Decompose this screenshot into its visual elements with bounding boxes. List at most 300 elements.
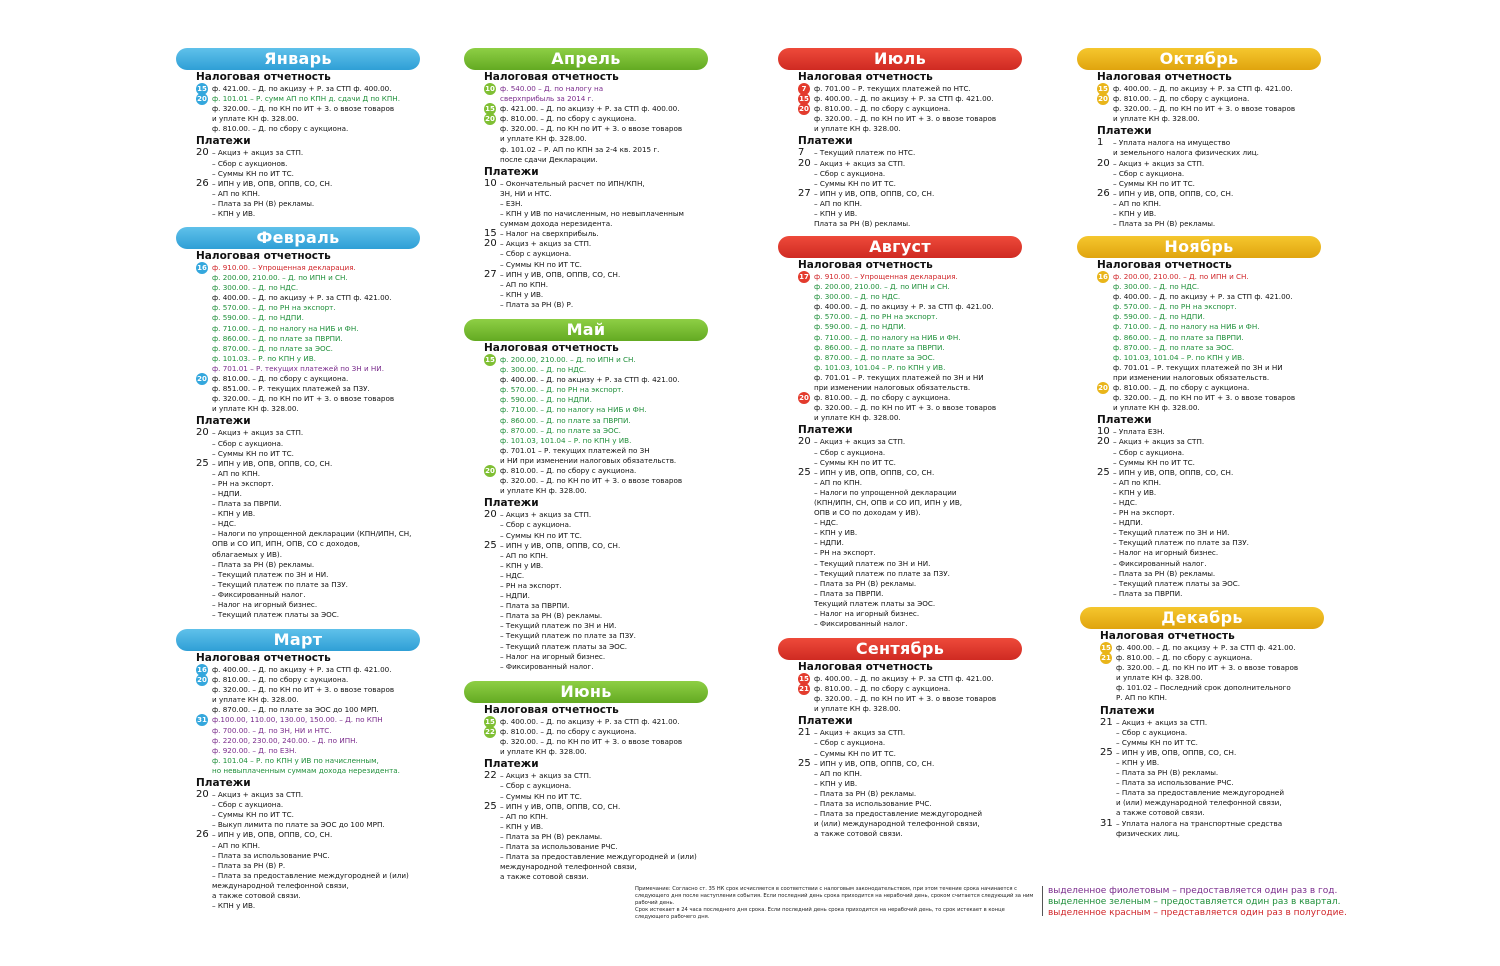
payment-text: – Фиксированный налог. xyxy=(814,619,908,629)
month-banner-february: Февраль xyxy=(176,227,420,249)
payment-row xyxy=(1077,528,1321,538)
report-text: ф. 320.00. – Д. по КН по ИТ + З. о ввозе товаров xyxy=(814,403,997,413)
report-text: ф. 320.00. – Д. по КН по ИТ + З. о ввозе товаров xyxy=(500,476,683,486)
report-row xyxy=(778,353,1022,363)
report-text: и уплате КН ф. 328.00. xyxy=(814,413,901,423)
payment-text: – Суммы КН по ИТ ТС. xyxy=(212,168,294,178)
report-text: ф. 870.00. – Д. по плате за ЭОС. xyxy=(500,425,621,435)
report-text: ф. 421.00. – Д. по акцизу + Р. за СТП ф. 400.00. xyxy=(212,84,392,93)
payment-text: – КПН у ИВ по начисленным, но невыплаченным xyxy=(500,209,684,219)
payment-row xyxy=(778,569,1022,579)
report-text: ф. 400.00. – Д. по акцизу + Р. за СТП ф. 421.00. xyxy=(1116,643,1296,652)
report-text: ф. 810.00. – Д. по сбору с аукциона. xyxy=(1113,94,1250,104)
payment-text: – АП по КПН. xyxy=(814,198,863,208)
report-text: ф. 200.00, 210.00. – Д. по ИПН и СН. xyxy=(1113,272,1249,281)
payment-row xyxy=(1077,589,1321,599)
payment-day: 27 xyxy=(798,187,811,199)
payment-text: – ИПН у ИВ, ОПВ, ОППВ, СО, СН. xyxy=(212,830,333,840)
payment-text: – ИПН у ИВ, ОПВ, ОППВ, СО, СН. xyxy=(1116,747,1237,757)
report-row xyxy=(176,695,420,705)
report-text: ф. 590.00. – Д. по НДПИ. xyxy=(500,395,592,405)
payments-heading: Платежи xyxy=(798,715,853,728)
payment-text: – Плата за РН (В) рекламы. xyxy=(212,559,315,569)
report-text: и уплате КН ф. 328.00. xyxy=(500,486,587,496)
payment-row xyxy=(1080,768,1324,778)
payment-row xyxy=(464,662,708,672)
report-row xyxy=(176,685,420,695)
payment-text: – Сбор с аукциона. xyxy=(814,738,886,748)
report-text: ф. 701.01 – Р. текущих платежей по ЗН xyxy=(500,445,650,455)
reports-heading: Налоговая отчетность xyxy=(798,661,933,673)
payment-text: а также сотовой связи. xyxy=(500,872,589,882)
reports-heading: Налоговая отчетность xyxy=(1100,630,1235,642)
payment-text: – ИПН у ИВ, ОПВ, ОППВ, СО, СН. xyxy=(212,458,333,468)
payment-text: – КПН у ИВ. xyxy=(500,289,544,299)
report-row xyxy=(778,674,1022,684)
payment-text: – АП по КПН. xyxy=(500,550,549,560)
payment-row xyxy=(464,270,708,280)
day-badge: 20 xyxy=(197,676,207,685)
payment-row xyxy=(1080,748,1324,758)
report-row xyxy=(464,114,708,124)
payment-text: – НДПИ. xyxy=(814,538,844,548)
payment-row xyxy=(176,790,420,800)
reports-heading: Налоговая отчетность xyxy=(484,342,619,354)
payment-text: – Акциз + акциз за СТП. xyxy=(500,239,592,249)
payment-text: – Текущий платеж по плате за ПЗУ. xyxy=(500,631,636,641)
payment-row xyxy=(778,179,1022,189)
report-row xyxy=(176,283,420,293)
report-row xyxy=(1077,114,1321,124)
reports-heading: Налоговая отчетность xyxy=(484,71,619,83)
report-text: и уплате КН ф. 328.00. xyxy=(500,747,587,757)
report-row xyxy=(778,704,1022,714)
payment-day: 20 xyxy=(196,427,209,439)
payment-text: – Текущий платеж по ЗН и НИ. xyxy=(1113,528,1230,538)
payment-text: – Плата за использование РЧС. xyxy=(1116,778,1234,788)
report-text: ф. 101.02 – Последний срок дополнительного xyxy=(1116,683,1291,693)
payment-row xyxy=(1077,478,1321,488)
report-row xyxy=(778,694,1022,704)
payments-heading: Платежи xyxy=(798,424,853,437)
payment-text: – Суммы КН по ИТ ТС. xyxy=(212,448,294,458)
report-row xyxy=(464,94,708,104)
payment-text: – Налог на игорный бизнес. xyxy=(500,651,606,661)
report-row xyxy=(464,456,708,466)
day-badge: 16 xyxy=(197,264,207,272)
report-text: ф. 300.00. – Д. по НДС. xyxy=(814,292,901,302)
report-text: ф. 200.00, 210.00. – Д. по ИПН и СН. xyxy=(500,355,636,364)
report-row xyxy=(464,747,708,757)
payment-text: – АП по КПН. xyxy=(500,279,549,289)
payment-text: – Фиксированный налог. xyxy=(212,589,306,599)
payment-day: 20 xyxy=(1097,157,1110,169)
report-row xyxy=(1077,363,1321,373)
payment-row xyxy=(778,599,1022,609)
payment-text: – РН на экспорт. xyxy=(1113,508,1175,518)
month-banner-march: Март xyxy=(176,629,420,651)
payment-text: – Акциз + акциз за СТП. xyxy=(814,158,906,168)
payment-text: – Окончательный расчет по ИПН/КПН, xyxy=(500,178,645,188)
payment-row xyxy=(778,528,1022,538)
payment-text: – Суммы КН по ИТ ТС. xyxy=(814,178,896,188)
payment-text: – АП по КПН. xyxy=(212,188,261,198)
report-row xyxy=(1080,683,1324,693)
payment-row xyxy=(1077,159,1321,169)
payment-day: 20 xyxy=(484,509,497,521)
payment-row xyxy=(464,510,708,520)
report-row xyxy=(176,84,420,94)
report-row xyxy=(464,395,708,405)
report-row xyxy=(464,124,708,134)
payment-day: 25 xyxy=(798,757,811,769)
report-text: ф. 810.00. – Д. по сбору с аукциона. xyxy=(814,684,951,694)
report-row xyxy=(176,746,420,756)
day-badge: 22 xyxy=(485,728,495,737)
payment-row xyxy=(1080,808,1324,818)
payment-row xyxy=(778,548,1022,558)
payment-row xyxy=(1077,148,1321,158)
report-row xyxy=(176,293,420,303)
payments-heading: Платежи xyxy=(1097,414,1152,427)
payment-text: – Фиксированный налог. xyxy=(500,661,594,671)
payment-text: – Плата за РН (В) рекламы. xyxy=(1116,768,1219,778)
report-text: ф. 400.00. – Д. по акцизу + Р. за СТП ф. 421.00. xyxy=(212,665,392,674)
report-row xyxy=(176,364,420,374)
month-august xyxy=(778,236,1022,629)
payment-text: – Акциз + акциз за СТП. xyxy=(500,771,592,781)
payment-text: – Плата за ПВРПИ. xyxy=(814,588,884,598)
reports-heading: Налоговая отчетность xyxy=(196,71,331,83)
payment-row xyxy=(464,842,708,852)
payment-row xyxy=(464,792,708,802)
payment-text: – Акциз + акциз за СТП. xyxy=(500,510,592,520)
payment-row xyxy=(1080,778,1324,788)
month-april xyxy=(464,48,708,310)
report-text: но невыплаченным суммам дохода нерезидента. xyxy=(212,765,400,775)
payment-text: – КПН у ИВ. xyxy=(500,821,544,831)
payment-day: 20 xyxy=(196,147,209,159)
report-row xyxy=(778,84,1022,94)
payment-text: – Акциз + акциз за СТП. xyxy=(212,148,304,158)
report-row xyxy=(176,715,420,725)
payment-text: – Плата за РН (В) Р. xyxy=(500,299,574,309)
payment-text: – Суммы КН по ИТ ТС. xyxy=(814,748,896,758)
payment-text: – НДС. xyxy=(212,519,237,529)
payment-row xyxy=(176,600,420,610)
report-row xyxy=(1077,104,1321,114)
payment-text: – Плата за использование РЧС. xyxy=(212,850,330,860)
report-text: ф. 590.00. – Д. по НДПИ. xyxy=(814,322,906,332)
report-text: ф. 810.00. – Д. по сбору с аукциона. xyxy=(1116,653,1253,663)
report-row xyxy=(778,363,1022,373)
legend-red: выделенное красным – представляется один раз в полугодие. xyxy=(1048,908,1347,918)
payment-text: – КПН у ИВ. xyxy=(212,509,256,519)
report-text: ф. 300.00. – Д. по НДС. xyxy=(500,365,587,375)
payment-row xyxy=(778,159,1022,169)
payment-text: – НДПИ. xyxy=(212,488,242,498)
payment-row xyxy=(464,541,708,551)
report-text: ф. 701.01 – Р. текущих платежей по ЗН и НИ xyxy=(1113,362,1283,372)
payment-text: – Плата за предоставление междугородней xyxy=(1116,788,1285,798)
report-text: ф. 400.00. – Д. по акцизу + Р. за СТП ф. 421.00. xyxy=(1113,84,1293,93)
payment-row xyxy=(176,580,420,590)
day-badge: 15 xyxy=(799,95,809,104)
day-badge: 15 xyxy=(485,356,495,364)
payment-row xyxy=(778,199,1022,209)
report-text: ф. 320.00. – Д. по КН по ИТ + З. о ввозе товаров xyxy=(500,124,683,134)
month-january xyxy=(176,48,420,219)
report-row xyxy=(1077,302,1321,312)
payment-row xyxy=(464,219,708,229)
payment-day: 10 xyxy=(484,177,497,189)
report-row xyxy=(176,726,420,736)
payment-row xyxy=(778,819,1022,829)
report-row xyxy=(778,403,1022,413)
report-text: ф. 400.00. – Д. по акцизу + Р. за СТП ф. 421.00. xyxy=(814,302,994,312)
payment-day: 22 xyxy=(484,770,497,782)
payment-text: – Плата за ПВРПИ. xyxy=(212,499,282,509)
payment-text: – НДС. xyxy=(1113,497,1138,507)
payment-text: а также сотовой связи. xyxy=(212,890,301,900)
payment-text: – Плата за РН (В) рекламы. xyxy=(212,198,315,208)
report-row xyxy=(464,737,708,747)
payment-text: – Текущий платеж по ЗН и НИ. xyxy=(814,558,931,568)
payment-text: – Текущий платеж платы за ЭОС. xyxy=(500,641,628,651)
report-row xyxy=(464,486,708,496)
payment-text: – Сбор с аукциона. xyxy=(212,438,284,448)
payment-text: – ИПН у ИВ, ОПВ, ОППВ, СО, СН. xyxy=(814,188,935,198)
payment-text: а также сотовой связи. xyxy=(814,829,903,839)
payment-text: – Текущий платеж платы за ЭОС. xyxy=(1113,578,1241,588)
month-banner-june: Июнь xyxy=(464,681,708,703)
payment-row xyxy=(464,601,708,611)
payment-row xyxy=(464,812,708,822)
payment-row xyxy=(464,209,708,219)
payment-text: – Плата за РН (В) рекламы. xyxy=(500,611,603,621)
report-row xyxy=(1077,272,1321,282)
report-row xyxy=(176,374,420,384)
payment-row xyxy=(1077,189,1321,199)
payment-row xyxy=(1077,219,1321,229)
report-row xyxy=(464,405,708,415)
payment-text: – Налоги по упрощенной декларации xyxy=(814,487,957,497)
report-text: и уплате КН ф. 328.00. xyxy=(212,114,299,124)
report-row xyxy=(778,322,1022,332)
payment-row xyxy=(464,832,708,842)
payment-row xyxy=(464,631,708,641)
payment-row xyxy=(778,738,1022,748)
report-text: ф. 810.00. – Д. по сбору с аукциона. xyxy=(500,727,637,737)
payment-row xyxy=(464,611,708,621)
payment-row xyxy=(176,800,420,810)
payment-row xyxy=(176,439,420,449)
payments-heading: Платежи xyxy=(484,758,539,771)
report-row xyxy=(778,312,1022,322)
report-row xyxy=(464,385,708,395)
payments-heading: Платежи xyxy=(1100,704,1155,717)
day-badge: 20 xyxy=(485,467,495,476)
payment-row xyxy=(464,179,708,189)
payment-text: – Акциз + акциз за СТП. xyxy=(814,437,906,447)
day-badge: 10 xyxy=(485,85,495,93)
payment-day: 25 xyxy=(1100,746,1113,758)
payment-text: – Сбор с аукционов. xyxy=(212,158,288,168)
payment-row xyxy=(1077,488,1321,498)
report-row xyxy=(464,365,708,375)
payment-row xyxy=(464,189,708,199)
report-text: ф. 710.00. – Д. по налогу на НИБ и ФН. xyxy=(500,405,647,415)
report-row xyxy=(464,466,708,476)
reports-heading: Налоговая отчетность xyxy=(798,71,933,83)
report-row xyxy=(778,272,1022,282)
payment-row xyxy=(464,551,708,561)
payment-row xyxy=(464,781,708,791)
payment-text: – Уплата ЕЗН. xyxy=(1113,427,1165,437)
report-text: ф. 810.00. – Д. по сбору с аукциона. xyxy=(1113,383,1250,393)
report-text: ф. 870.00. – Д. по плате за ЭОС до 100 МРП. xyxy=(212,705,379,715)
payment-row xyxy=(1077,518,1321,528)
report-text: сверхприбыль за 2014 г. xyxy=(500,94,594,104)
payment-row xyxy=(176,189,420,199)
payment-text: – Сбор с аукциона. xyxy=(500,249,572,259)
payment-text: – АП по КПН. xyxy=(212,840,261,850)
report-row xyxy=(176,665,420,675)
report-row xyxy=(464,426,708,436)
footnote-divider xyxy=(1042,886,1043,916)
report-row xyxy=(778,343,1022,353)
payment-text: – АП по КПН. xyxy=(212,468,261,478)
payment-row xyxy=(176,539,420,549)
payment-row xyxy=(1077,199,1321,209)
payment-row xyxy=(778,809,1022,819)
payment-row xyxy=(464,642,708,652)
payment-text: – КПН у ИВ. xyxy=(500,560,544,570)
payment-text: и земельного налога физических лиц. xyxy=(1113,148,1259,158)
report-text: и НИ при изменении налоговых обязательств. xyxy=(500,455,677,465)
report-text: ф. 701.01 – Р. текущих платежей по ЗН и НИ. xyxy=(212,363,384,373)
report-text: ф. 870.00. – Д. по плате за ЭОС. xyxy=(212,343,333,353)
day-badge: 20 xyxy=(1098,95,1108,104)
month-may xyxy=(464,319,708,672)
legend-purple: выделенное фиолетовым – предоставляется один раз в год. xyxy=(1048,886,1338,896)
payment-text: – Суммы КН по ИТ ТС. xyxy=(1113,457,1195,467)
payment-day: 25 xyxy=(196,457,209,469)
payment-text: – КПН у ИВ. xyxy=(814,528,858,538)
report-text: ф. 101.02 – Р. АП по КПН за 2-4 кв. 2015 г. xyxy=(500,144,660,154)
payments-heading: Платежи xyxy=(196,777,251,790)
footnote xyxy=(635,886,1035,921)
payment-text: – Суммы КН по ИТ ТС. xyxy=(212,810,294,820)
payment-day: 27 xyxy=(484,268,497,280)
report-row xyxy=(1077,393,1321,403)
report-text: ф. 101.03, 101.04 – Р. по КПН у ИВ. xyxy=(500,435,632,445)
report-text: ф.100.00, 110.00, 130.00, 150.00. – Д. по КПН xyxy=(212,715,383,725)
payment-row xyxy=(464,300,708,310)
payment-text: – Фиксированный налог. xyxy=(1113,558,1207,568)
report-text: ф. 300.00. – Д. по НДС. xyxy=(212,283,299,293)
payment-row xyxy=(464,239,708,249)
report-row xyxy=(1077,94,1321,104)
month-banner-december: Декабрь xyxy=(1080,607,1324,629)
report-text: ф. 101.03, 101.04 – Р. по КПН у ИВ. xyxy=(1113,352,1245,362)
payment-text: – Суммы КН по ИТ ТС. xyxy=(500,530,582,540)
report-text: ф. 400.00. – Д. по акцизу + Р. за СТП ф. 421.00. xyxy=(1113,292,1293,302)
report-row xyxy=(176,705,420,715)
payment-text: – КПН у ИВ. xyxy=(814,778,858,788)
payment-text: – Налог на игорный бизнес. xyxy=(1113,548,1219,558)
payment-row xyxy=(176,901,420,911)
report-row xyxy=(778,114,1022,124)
report-text: ф. 910.00. – Упрощенная декларация. xyxy=(814,272,958,281)
payment-row xyxy=(176,209,420,219)
report-row xyxy=(778,302,1022,312)
report-text: ф. 400.00. – Д. по акцизу + Р. за СТП ф. 421.00. xyxy=(500,717,680,726)
payment-row xyxy=(464,229,708,239)
day-badge: 15 xyxy=(1101,644,1111,652)
report-row xyxy=(1080,643,1324,653)
payment-row xyxy=(1077,138,1321,148)
report-row xyxy=(464,84,708,94)
payment-text: – ИПН у ИВ, ОПВ, ОППВ, СО, СН. xyxy=(500,269,621,279)
day-badge: 15 xyxy=(1098,85,1108,93)
payment-text: – Сбор с аукциона. xyxy=(1116,727,1188,737)
report-row xyxy=(464,375,708,385)
month-banner-january: Январь xyxy=(176,48,420,70)
payment-row xyxy=(176,830,420,840)
report-row xyxy=(176,736,420,746)
report-row xyxy=(778,94,1022,104)
payment-row xyxy=(778,769,1022,779)
report-row xyxy=(1080,653,1324,663)
report-text: и уплате КН ф. 328.00. xyxy=(212,695,299,705)
payment-day: 21 xyxy=(798,727,811,739)
day-badge: 20 xyxy=(799,394,809,403)
payment-text: – НДС. xyxy=(814,518,839,528)
payment-text: – Уплата налога на имущество xyxy=(1113,138,1231,148)
reports-heading: Налоговая отчетность xyxy=(1097,259,1232,271)
report-text: и уплате КН ф. 328.00. xyxy=(814,124,901,134)
payment-text: – Уплата налога на транспортные средства xyxy=(1116,818,1283,828)
payment-text: – АП по КПН. xyxy=(500,811,549,821)
month-banner-july: Июль xyxy=(778,48,1022,70)
payment-row xyxy=(1077,468,1321,478)
month-october xyxy=(1077,48,1321,229)
reports-heading: Налоговая отчетность xyxy=(1097,71,1232,83)
payment-row xyxy=(778,728,1022,738)
payment-row xyxy=(176,820,420,830)
report-row xyxy=(464,446,708,456)
month-february xyxy=(176,227,420,620)
report-text: ф. 320.00. – Д. по КН по ИТ + З. о ввозе товаров xyxy=(1113,104,1296,114)
payment-row xyxy=(1080,798,1324,808)
report-row xyxy=(176,675,420,685)
payment-row xyxy=(464,872,708,882)
report-text: ф. 870.00. – Д. по плате за ЭОС. xyxy=(814,352,935,362)
report-row xyxy=(778,282,1022,292)
day-badge: 20 xyxy=(485,115,495,124)
payment-row xyxy=(176,469,420,479)
payment-row xyxy=(176,199,420,209)
report-text: ф. 590.00. – Д. по НДПИ. xyxy=(212,313,304,323)
payment-text: – АП по КПН. xyxy=(814,768,863,778)
month-june xyxy=(464,681,708,882)
payment-row xyxy=(176,529,420,539)
report-text: ф. 570.00. – Д. по РН на экспорт. xyxy=(814,312,938,322)
payment-text: – Суммы КН по ИТ ТС. xyxy=(500,259,582,269)
payment-row xyxy=(1077,498,1321,508)
report-row xyxy=(778,413,1022,423)
